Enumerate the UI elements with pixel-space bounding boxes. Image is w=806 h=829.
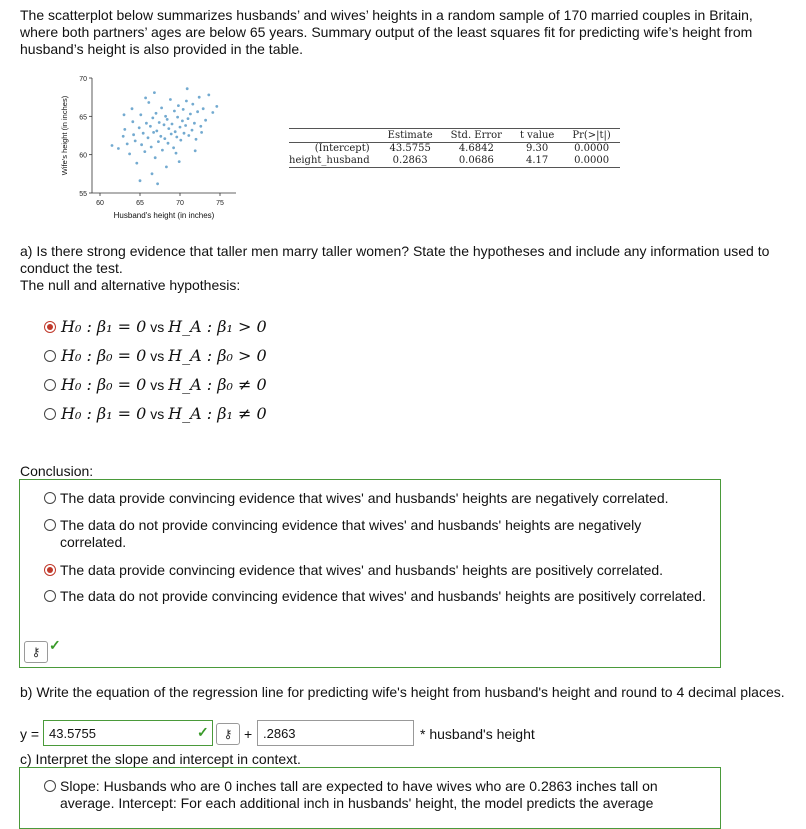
- plus-label: +: [244, 726, 253, 742]
- data-point: [123, 128, 126, 131]
- data-point: [172, 146, 175, 149]
- table-cell: 0.0686: [442, 155, 511, 168]
- conclusion-option-text: The data do not provide convincing evidence that wives' and husbands' heights are negatively correlated.: [60, 517, 642, 550]
- data-point: [128, 153, 131, 156]
- data-point: [155, 112, 158, 115]
- data-point: [211, 111, 214, 114]
- table-cell: 0.2863: [379, 155, 442, 168]
- radio-button[interactable]: [44, 408, 56, 420]
- data-point: [157, 140, 160, 143]
- data-point: [204, 119, 207, 122]
- data-point: [193, 122, 196, 125]
- conclusion-label: Conclusion:: [20, 463, 94, 479]
- vs-label: vs: [146, 405, 169, 422]
- table-header-blank: [289, 129, 379, 143]
- data-point: [152, 131, 155, 134]
- conclusion-option-1[interactable]: [44, 490, 709, 507]
- conclusion-option-text: The data do not provide convincing evidence that wives' and husbands' heights are positively correlated.: [60, 588, 706, 604]
- table-cell: height_husband: [289, 155, 379, 168]
- data-point: [198, 96, 201, 99]
- data-point: [184, 124, 187, 127]
- table-cell: 0.0000: [563, 155, 619, 168]
- hypothesis-options: [44, 312, 267, 428]
- data-point: [178, 160, 181, 163]
- radio-button[interactable]: [44, 492, 56, 504]
- y-tick-label: 55: [79, 191, 87, 198]
- data-point: [142, 132, 145, 135]
- y-tick-label: 70: [79, 76, 87, 83]
- data-point: [151, 172, 154, 175]
- hypothesis-option-4[interactable]: [44, 399, 267, 428]
- check-icon: ✓: [49, 637, 61, 653]
- x-axis-label: Husband's height (in inches): [113, 211, 215, 220]
- data-point: [171, 123, 174, 126]
- data-point: [183, 132, 186, 135]
- table-cell: 0.0000: [574, 143, 610, 154]
- data-point: [196, 110, 199, 113]
- data-point: [169, 98, 172, 101]
- data-point: [164, 115, 167, 118]
- data-point: [175, 136, 178, 139]
- table-row: [289, 155, 620, 168]
- hypothesis-option-1[interactable]: [44, 312, 267, 341]
- data-point: [187, 117, 190, 120]
- interpretation-option-text: Slope: Husbands who are 0 inches tall are expected to have wives who are 0.2863 inches tall on average. Intercept: For each additional inch in husbands' height, the model predicts the average: [60, 778, 658, 811]
- radio-button[interactable]: [44, 519, 56, 531]
- data-point: [156, 182, 159, 185]
- data-point: [199, 125, 202, 128]
- alt-hypothesis: H_A : β₀ > 0: [168, 346, 267, 365]
- data-point: [122, 135, 125, 138]
- data-point: [163, 137, 166, 140]
- data-point: [151, 117, 154, 120]
- radio-button[interactable]: [44, 350, 56, 362]
- data-point: [175, 152, 178, 155]
- data-point: [111, 144, 114, 147]
- data-point: [155, 130, 158, 133]
- data-point: [131, 107, 134, 110]
- hypothesis-option-3[interactable]: [44, 370, 267, 399]
- question-a: [20, 243, 790, 294]
- null-hypothesis: H₀ : β₁ = 0: [61, 404, 147, 423]
- table-cell: (Intercept): [314, 143, 370, 154]
- data-point: [154, 156, 157, 159]
- conclusion-option-text: The data provide convincing evidence that wives' and husbands' heights are negatively correlated.: [60, 490, 669, 506]
- conclusion-option-3[interactable]: [44, 562, 709, 579]
- data-point: [140, 143, 143, 146]
- table-header-p-value: Pr(>|t|): [563, 129, 619, 143]
- data-point: [153, 91, 156, 94]
- table-header-estimate: Estimate: [379, 129, 442, 143]
- question-c-text: c) Interpret the slope and intercept in context.: [20, 751, 301, 767]
- regression-table: [289, 128, 620, 168]
- data-point: [132, 133, 135, 136]
- radio-button[interactable]: [44, 780, 56, 792]
- data-point: [161, 149, 164, 152]
- data-point: [135, 162, 138, 165]
- question-a-text: a) Is there strong evidence that taller men marry taller women? State the hypotheses and include any information used to conduct the test.: [20, 243, 770, 276]
- table-cell: 4.6842: [458, 143, 494, 154]
- slope-input[interactable]: .2863: [257, 720, 414, 746]
- radio-button-selected[interactable]: [44, 564, 56, 576]
- data-point: [200, 131, 203, 134]
- data-point: [215, 105, 218, 108]
- problem-intro: The scatterplot below summarizes husbands’ and wives’ heights in a random sample of 170 married couples in Britain, where both partners’ ages are below 65 years. Summary output of the least squares fit for predicting wife’s height from husband’s height is also provided in the table.: [20, 7, 753, 57]
- vs-label: vs: [146, 347, 169, 364]
- check-icon: ✓: [197, 724, 209, 740]
- data-point: [117, 147, 120, 150]
- data-point: [189, 113, 192, 116]
- data-point: [167, 142, 170, 145]
- alt-hypothesis: H_A : β₁ > 0: [168, 317, 267, 336]
- data-point: [173, 110, 176, 113]
- hypothesis-option-2[interactable]: [44, 341, 267, 370]
- null-hypothesis: H₀ : β₁ = 0: [61, 317, 147, 336]
- table-cell: 4.17: [511, 155, 563, 168]
- data-point: [186, 87, 189, 90]
- data-point: [123, 113, 126, 116]
- x-tick-label: 75: [216, 200, 224, 207]
- data-point: [147, 136, 150, 139]
- vs-label: vs: [146, 376, 169, 393]
- data-point: [134, 140, 137, 143]
- radio-button[interactable]: [44, 590, 56, 602]
- data-point: [187, 134, 190, 137]
- key-icon[interactable]: ⚷: [24, 641, 48, 663]
- table-row: [289, 143, 620, 156]
- data-point: [185, 100, 188, 103]
- data-point: [160, 107, 163, 110]
- data-point: [181, 120, 184, 123]
- alt-hypothesis: H_A : β₁ ≠ 0: [168, 404, 267, 423]
- y-axis-label: Wife's height (in inches): [60, 95, 69, 176]
- data-point: [158, 121, 161, 124]
- data-point: [138, 126, 141, 129]
- data-point: [147, 101, 150, 104]
- data-point: [126, 143, 129, 146]
- radio-button[interactable]: [44, 379, 56, 391]
- conclusion-option-2[interactable]: [44, 517, 709, 551]
- data-point: [202, 107, 205, 110]
- husband-height-label: * husband's height: [420, 726, 535, 742]
- hypothesis-label: The null and alternative hypothesis:: [20, 277, 241, 293]
- data-point: [131, 120, 134, 123]
- data-point: [139, 113, 142, 116]
- alt-hypothesis: H_A : β₀ ≠ 0: [168, 375, 267, 394]
- data-point: [165, 166, 168, 169]
- data-point: [195, 138, 198, 141]
- x-tick-label: 60: [96, 200, 104, 207]
- data-point: [150, 146, 153, 149]
- conclusion-option-text: The data provide convincing evidence that wives' and husbands' heights are positively correlated.: [60, 562, 664, 578]
- data-point: [170, 133, 173, 136]
- null-hypothesis: H₀ : β₀ = 0: [61, 375, 147, 394]
- data-point: [177, 104, 180, 107]
- scatter-plot: [54, 66, 244, 228]
- data-point: [139, 179, 142, 182]
- x-tick-label: 65: [136, 200, 144, 207]
- data-point: [167, 127, 170, 130]
- vs-label: vs: [146, 318, 169, 335]
- data-point: [191, 129, 194, 132]
- table-cell: 43.5755: [389, 143, 431, 154]
- data-point: [191, 103, 194, 106]
- x-tick-label: 70: [176, 200, 184, 207]
- data-point: [143, 150, 146, 153]
- table-header-t-value: t value: [511, 129, 563, 143]
- data-point: [179, 126, 182, 129]
- radio-button-selected[interactable]: [44, 321, 56, 333]
- table-header-std-error: Std. Error: [442, 129, 511, 143]
- data-point: [182, 108, 185, 111]
- data-point: [149, 125, 152, 128]
- intercept-input[interactable]: 43.5755: [43, 720, 213, 746]
- table-cell: 9.30: [526, 143, 549, 154]
- data-point: [179, 139, 182, 142]
- conclusion-option-4[interactable]: [44, 588, 709, 605]
- null-hypothesis: H₀ : β₀ = 0: [61, 346, 147, 365]
- data-point: [166, 118, 169, 121]
- y-tick-label: 65: [79, 114, 87, 122]
- data-point: [159, 135, 162, 138]
- y-tick-label: 60: [79, 152, 87, 160]
- data-point: [174, 130, 177, 133]
- data-point: [207, 94, 210, 97]
- y-equals-label: y =: [20, 726, 40, 742]
- data-point: [163, 123, 166, 126]
- data-point: [144, 97, 147, 100]
- data-point: [194, 149, 197, 152]
- question-b-text: b) Write the equation of the regression line for predicting wife's height from husband's height and round to 4 decimal places.: [20, 684, 785, 700]
- key-icon[interactable]: ⚷: [216, 723, 240, 745]
- data-point: [145, 122, 148, 125]
- interpretation-option-1[interactable]: [44, 778, 704, 812]
- data-point: [176, 116, 179, 119]
